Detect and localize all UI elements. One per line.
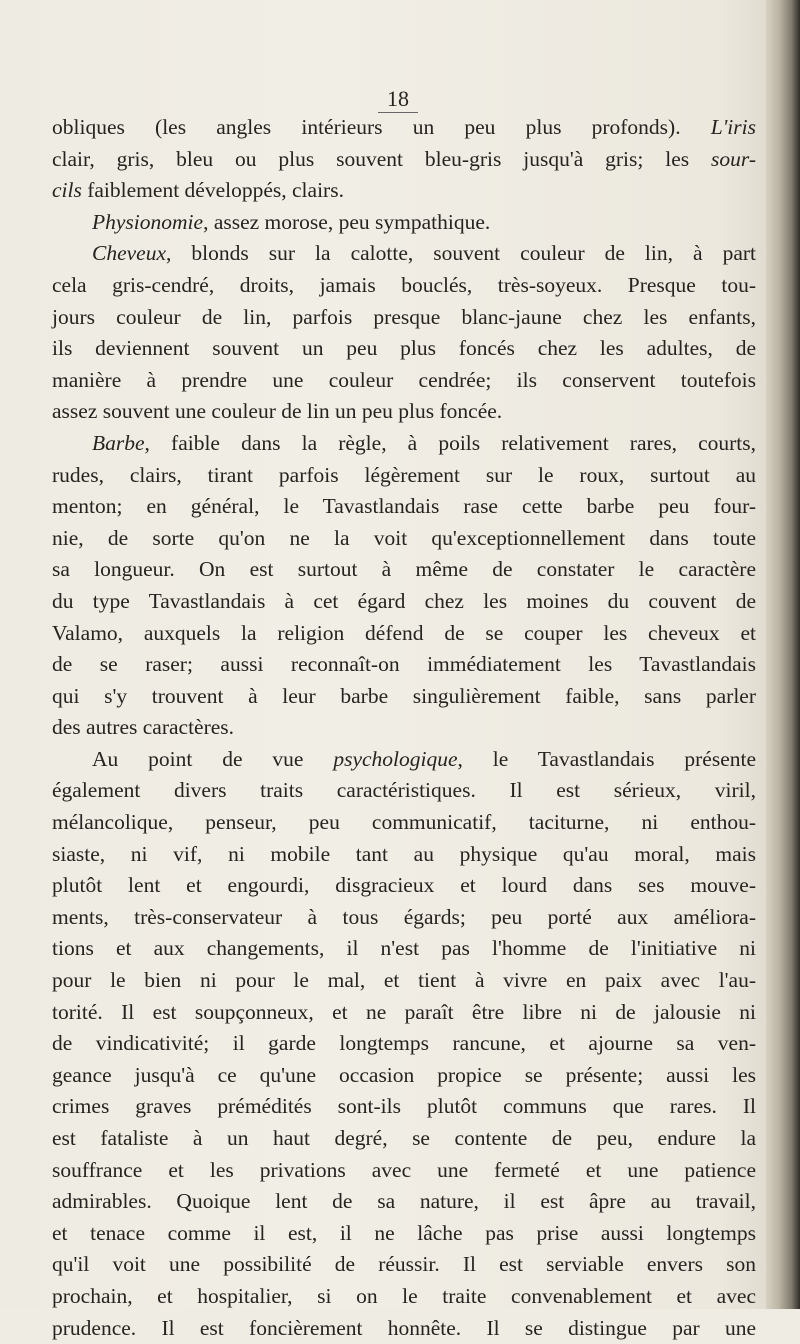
text-segment: également divers traits caractéristiques. Il est sérieux, viril, <box>52 778 756 803</box>
text-line <box>52 744 756 776</box>
text-line <box>52 396 756 428</box>
text-segment: Au point de vue <box>92 746 334 771</box>
text-segment: et tenace comme il est, il ne lâche pas prise aussi longtemps <box>52 1220 756 1245</box>
text-segment: manière à prendre une couleur cendrée; ils conservent toutefois <box>52 367 756 392</box>
text-segment: geance jusqu'à ce qu'une occasion propice se présente; aussi les <box>52 1062 756 1087</box>
text-segment: ments, très-conservateur à tous égards; peu porté aux améliora- <box>52 904 756 929</box>
text-segment: Valamo, auxquels la religion défend de se couper les cheveux et <box>52 620 756 645</box>
text-segment: , faible dans la règle, à poils relativement rares, courts, <box>144 430 756 455</box>
text-segment: siaste, ni vif, ni mobile tant au physique qu'au moral, mais <box>52 841 756 866</box>
text-segment: menton; en général, le Tavastlandais rase cette barbe peu four- <box>52 494 756 519</box>
text-segment: mélancolique, penseur, peu communicatif, taciturne, ni enthou- <box>52 810 756 835</box>
text-segment: assez souvent une couleur de lin un peu plus foncée. <box>52 399 503 424</box>
text-segment: crimes graves prémédités sont-ils plutôt communs que rares. Il <box>52 1094 756 1119</box>
text-segment: qu'il voit une possibilité de réussir. Il est serviable envers son <box>52 1252 756 1277</box>
text-line <box>52 1249 756 1281</box>
text-line <box>52 712 756 744</box>
text-line <box>52 175 756 207</box>
text-segment: de vindicativité; il garde longtemps rancune, et ajourne sa ven- <box>52 1031 756 1056</box>
text-line <box>52 997 756 1029</box>
page-edge-shadow <box>766 0 800 1309</box>
text-segment: prochain, et hospitalier, si on le traite convenablement et avec <box>52 1283 756 1308</box>
text-line <box>52 491 756 523</box>
body-text <box>52 112 756 1344</box>
text-segment: faiblement développés, clairs. <box>81 178 344 203</box>
text-segment: jours couleur de lin, parfois presque blanc-jaune chez les enfants, <box>52 304 756 329</box>
text-line <box>52 1091 756 1123</box>
text-line <box>52 270 756 302</box>
text-line <box>52 649 756 681</box>
text-line <box>52 902 756 934</box>
text-line <box>52 554 756 586</box>
text-line <box>52 523 756 555</box>
text-segment: , le Tavastlandais présente <box>457 746 757 771</box>
text-line <box>52 333 756 365</box>
italic-text: cils <box>52 178 82 203</box>
text-line <box>52 586 756 618</box>
text-segment: cela gris-cendré, droits, jamais bouclés, très-soyeux. Presque tou- <box>52 272 756 297</box>
text-segment: pour le bien ni pour le mal, et tient à vivre en paix avec l'au- <box>52 968 756 993</box>
italic-text: psychologique <box>333 746 458 771</box>
italic-text: sour- <box>711 146 756 171</box>
text-segment: ils deviennent souvent un peu plus foncés chez les adultes, de <box>52 336 756 361</box>
text-line <box>52 807 756 839</box>
text-segment: des autres caractères. <box>52 715 235 740</box>
text-line <box>52 207 756 239</box>
text-segment: rudes, clairs, tirant parfois légèrement sur le roux, surtout au <box>52 462 756 487</box>
text-segment: de se raser; aussi reconnaît-on immédiatement les Tavastlandais <box>52 652 756 677</box>
text-segment: est fataliste à un haut degré, se contente de peu, endure la <box>52 1126 756 1150</box>
text-segment: admirables. Quoique lent de sa nature, il est âpre au travail, <box>52 1189 756 1214</box>
text-line <box>52 1060 756 1092</box>
text-line <box>52 460 756 492</box>
text-segment: du type Tavastlandais à cet égard chez les moines du couvent de <box>52 588 756 613</box>
text-segment: , blonds sur la calotte, souvent couleur de lin, à part <box>166 241 756 266</box>
text-line <box>52 870 756 902</box>
text-segment: souffrance et les privations avec une fermeté et une patience <box>52 1157 756 1182</box>
text-line <box>52 681 756 713</box>
text-line <box>52 933 756 965</box>
text-line <box>52 1155 756 1187</box>
text-segment: obliques (les angles intérieurs un peu plus profonds). <box>52 115 711 139</box>
text-line <box>52 144 756 176</box>
text-line <box>52 775 756 807</box>
text-segment: , assez morose, peu sympathique. <box>203 209 491 234</box>
text-line <box>52 238 756 270</box>
text-line <box>52 1123 756 1155</box>
text-line <box>52 365 756 397</box>
text-segment: plutôt lent et engourdi, disgracieux et lourd dans ses mouve- <box>52 873 756 898</box>
text-line <box>52 1313 756 1344</box>
text-line <box>52 1281 756 1313</box>
italic-text: L'iris <box>710 115 756 139</box>
text-line <box>52 965 756 997</box>
italic-text: Barbe <box>92 430 145 455</box>
text-line <box>52 1186 756 1218</box>
italic-text: Physionomie <box>92 209 204 234</box>
text-line <box>52 839 756 871</box>
page-number: 18 <box>378 86 418 113</box>
text-segment: clair, gris, bleu ou plus souvent bleu-gris jusqu'à gris; les <box>52 146 712 171</box>
text-line <box>52 1028 756 1060</box>
text-line <box>52 428 756 460</box>
text-line <box>52 112 756 144</box>
text-segment: nie, de sorte qu'on ne la voit qu'exceptionnellement dans toute <box>52 525 756 550</box>
text-segment: sa longueur. On est surtout à même de constater le caractère <box>52 557 756 582</box>
text-line <box>52 302 756 334</box>
text-line <box>52 618 756 650</box>
text-line <box>52 1218 756 1250</box>
text-segment: tions et aux changements, il n'est pas l'homme de l'initiative ni <box>52 936 756 961</box>
text-segment: qui s'y trouvent à leur barbe singulièrement faible, sans parler <box>52 683 756 708</box>
text-segment: prudence. Il est foncièrement honnête. Il se distingue par une <box>52 1315 756 1340</box>
italic-text: Cheveux <box>92 241 167 266</box>
text-segment: torité. Il est soupçonneux, et ne paraît être libre ni de jalousie ni <box>52 999 756 1024</box>
